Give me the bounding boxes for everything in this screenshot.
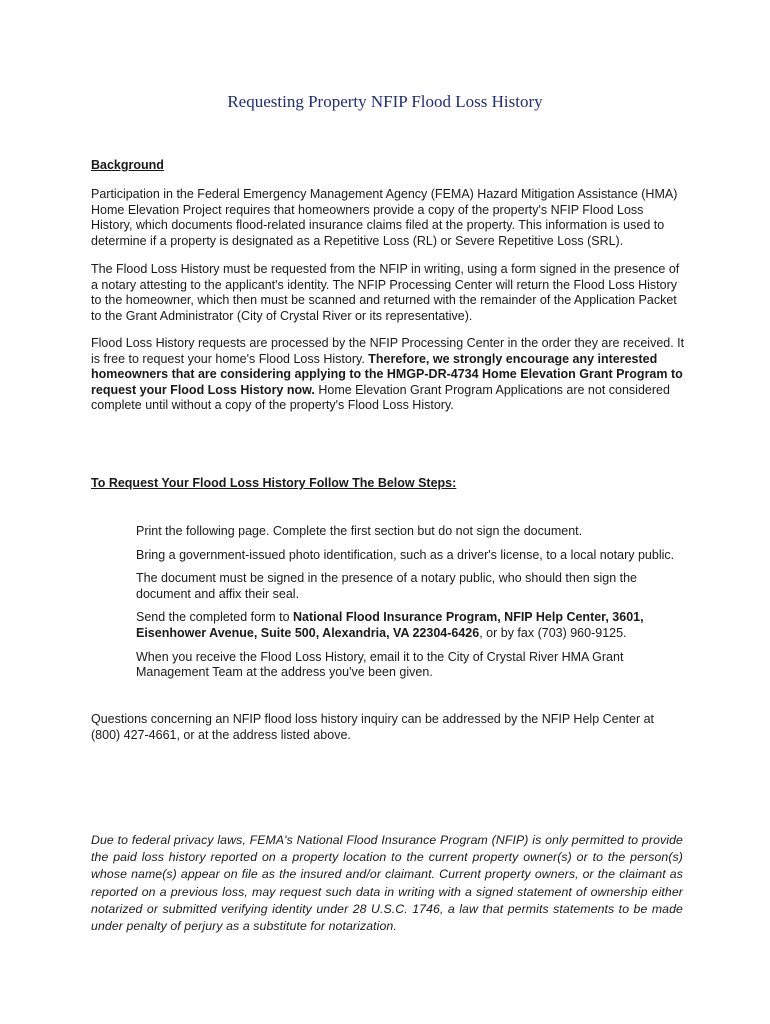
steps-heading-block	[91, 476, 686, 492]
background-paragraph-3	[91, 336, 686, 414]
step-item-3: The document must be signed in the presence of a notary public, who should then sign the document and affix their seal.	[136, 571, 638, 601]
para3-text-end: Home Elevation Grant Program Applications are not considered complete until without a copy of the property's Flood Loss History.	[91, 382, 670, 413]
background-paragraph-3-text	[91, 336, 686, 414]
document-title: Requesting Property NFIP Flood Loss History	[227, 92, 543, 111]
step-item-1: Print the following page. Complete the first section but do not sign the document.	[136, 524, 583, 538]
step-4-text-end: , or by fax (703) 960-9125.	[479, 625, 627, 640]
para3-bold-text: Therefore, we strongly encourage any interested homeowners that are considering applying to the HMGP-DR-4734 Home Elevation Grant Program to request your Flood Loss History now.	[91, 351, 683, 397]
background-section	[91, 158, 686, 174]
step-item-4	[136, 610, 686, 641]
steps-heading: To Request Your Flood Loss History Follow The Below Steps:	[91, 476, 457, 490]
privacy-note	[91, 832, 683, 935]
background-heading: Background	[91, 158, 164, 172]
steps-list	[136, 524, 686, 689]
step-4-address: National Flood Insurance Program, NFIP Help Center, 3601, Eisenhower Avenue, Suite 500, Alexandria, VA 22304-6426	[136, 610, 644, 640]
background-paragraph-2-text: The Flood Loss History must be requested from the NFIP in writing, using a form signed in the presence of a notary attesting to the applicant's identity. The NFIP Processing Center will return the Flood Loss History to the homeowner, which then must be scanned and returned with the remainder of the Application Packet to the Grant Administrator (City of Crystal River or its representative).	[91, 262, 680, 323]
questions-text: Questions concerning an NFIP flood loss history inquiry can be addressed by the NFIP Help Center at (800) 427-4661, or at the address listed above.	[91, 712, 655, 742]
questions-paragraph	[91, 712, 686, 743]
step-4-text-start: Send the completed form to	[136, 610, 294, 625]
step-item-2: Bring a government-issued photo identification, such as a driver's license, to a local notary public.	[136, 547, 675, 562]
background-paragraph-1-text: Participation in the Federal Emergency Management Agency (FEMA) Hazard Mitigation Assistance (HMA) Home Elevation Project requires that homeowners provide a copy of the property's NFIP Flood Loss History, which documents flood-related insurance claims filed at the property. This information is used to determine if a property is designated as a Repetitive Loss (RL) or Severe Repetitive Loss (SRL).	[91, 187, 678, 248]
step-item-5: When you receive the Flood Loss History, email it to the City of Crystal River HMA Grant Management Team at the address you've been given.	[136, 649, 624, 680]
background-paragraph-1	[91, 187, 686, 249]
privacy-note-text: Due to federal privacy laws, FEMA's National Flood Insurance Program (NFIP) is only permitted to provide the paid loss history reported on a property location to the current property owner(s) or to the person(s) whose name(s) appear on file as the insured and/or claimant. Current property owners, or the claimant as reported on a previous loss, may request such data in writing with a signed statement of ownership either notarized or submitted verifying identity under 28 U.S.C. 1746, a law that permits statements to be made under penalty of perjury as a substitute for notarization.	[91, 833, 683, 934]
background-paragraph-2	[91, 262, 686, 324]
para3-text-start: Flood Loss History requests are processed by the NFIP Processing Center in the order they are received. It is free to request your home's Flood Loss History.	[91, 336, 685, 366]
